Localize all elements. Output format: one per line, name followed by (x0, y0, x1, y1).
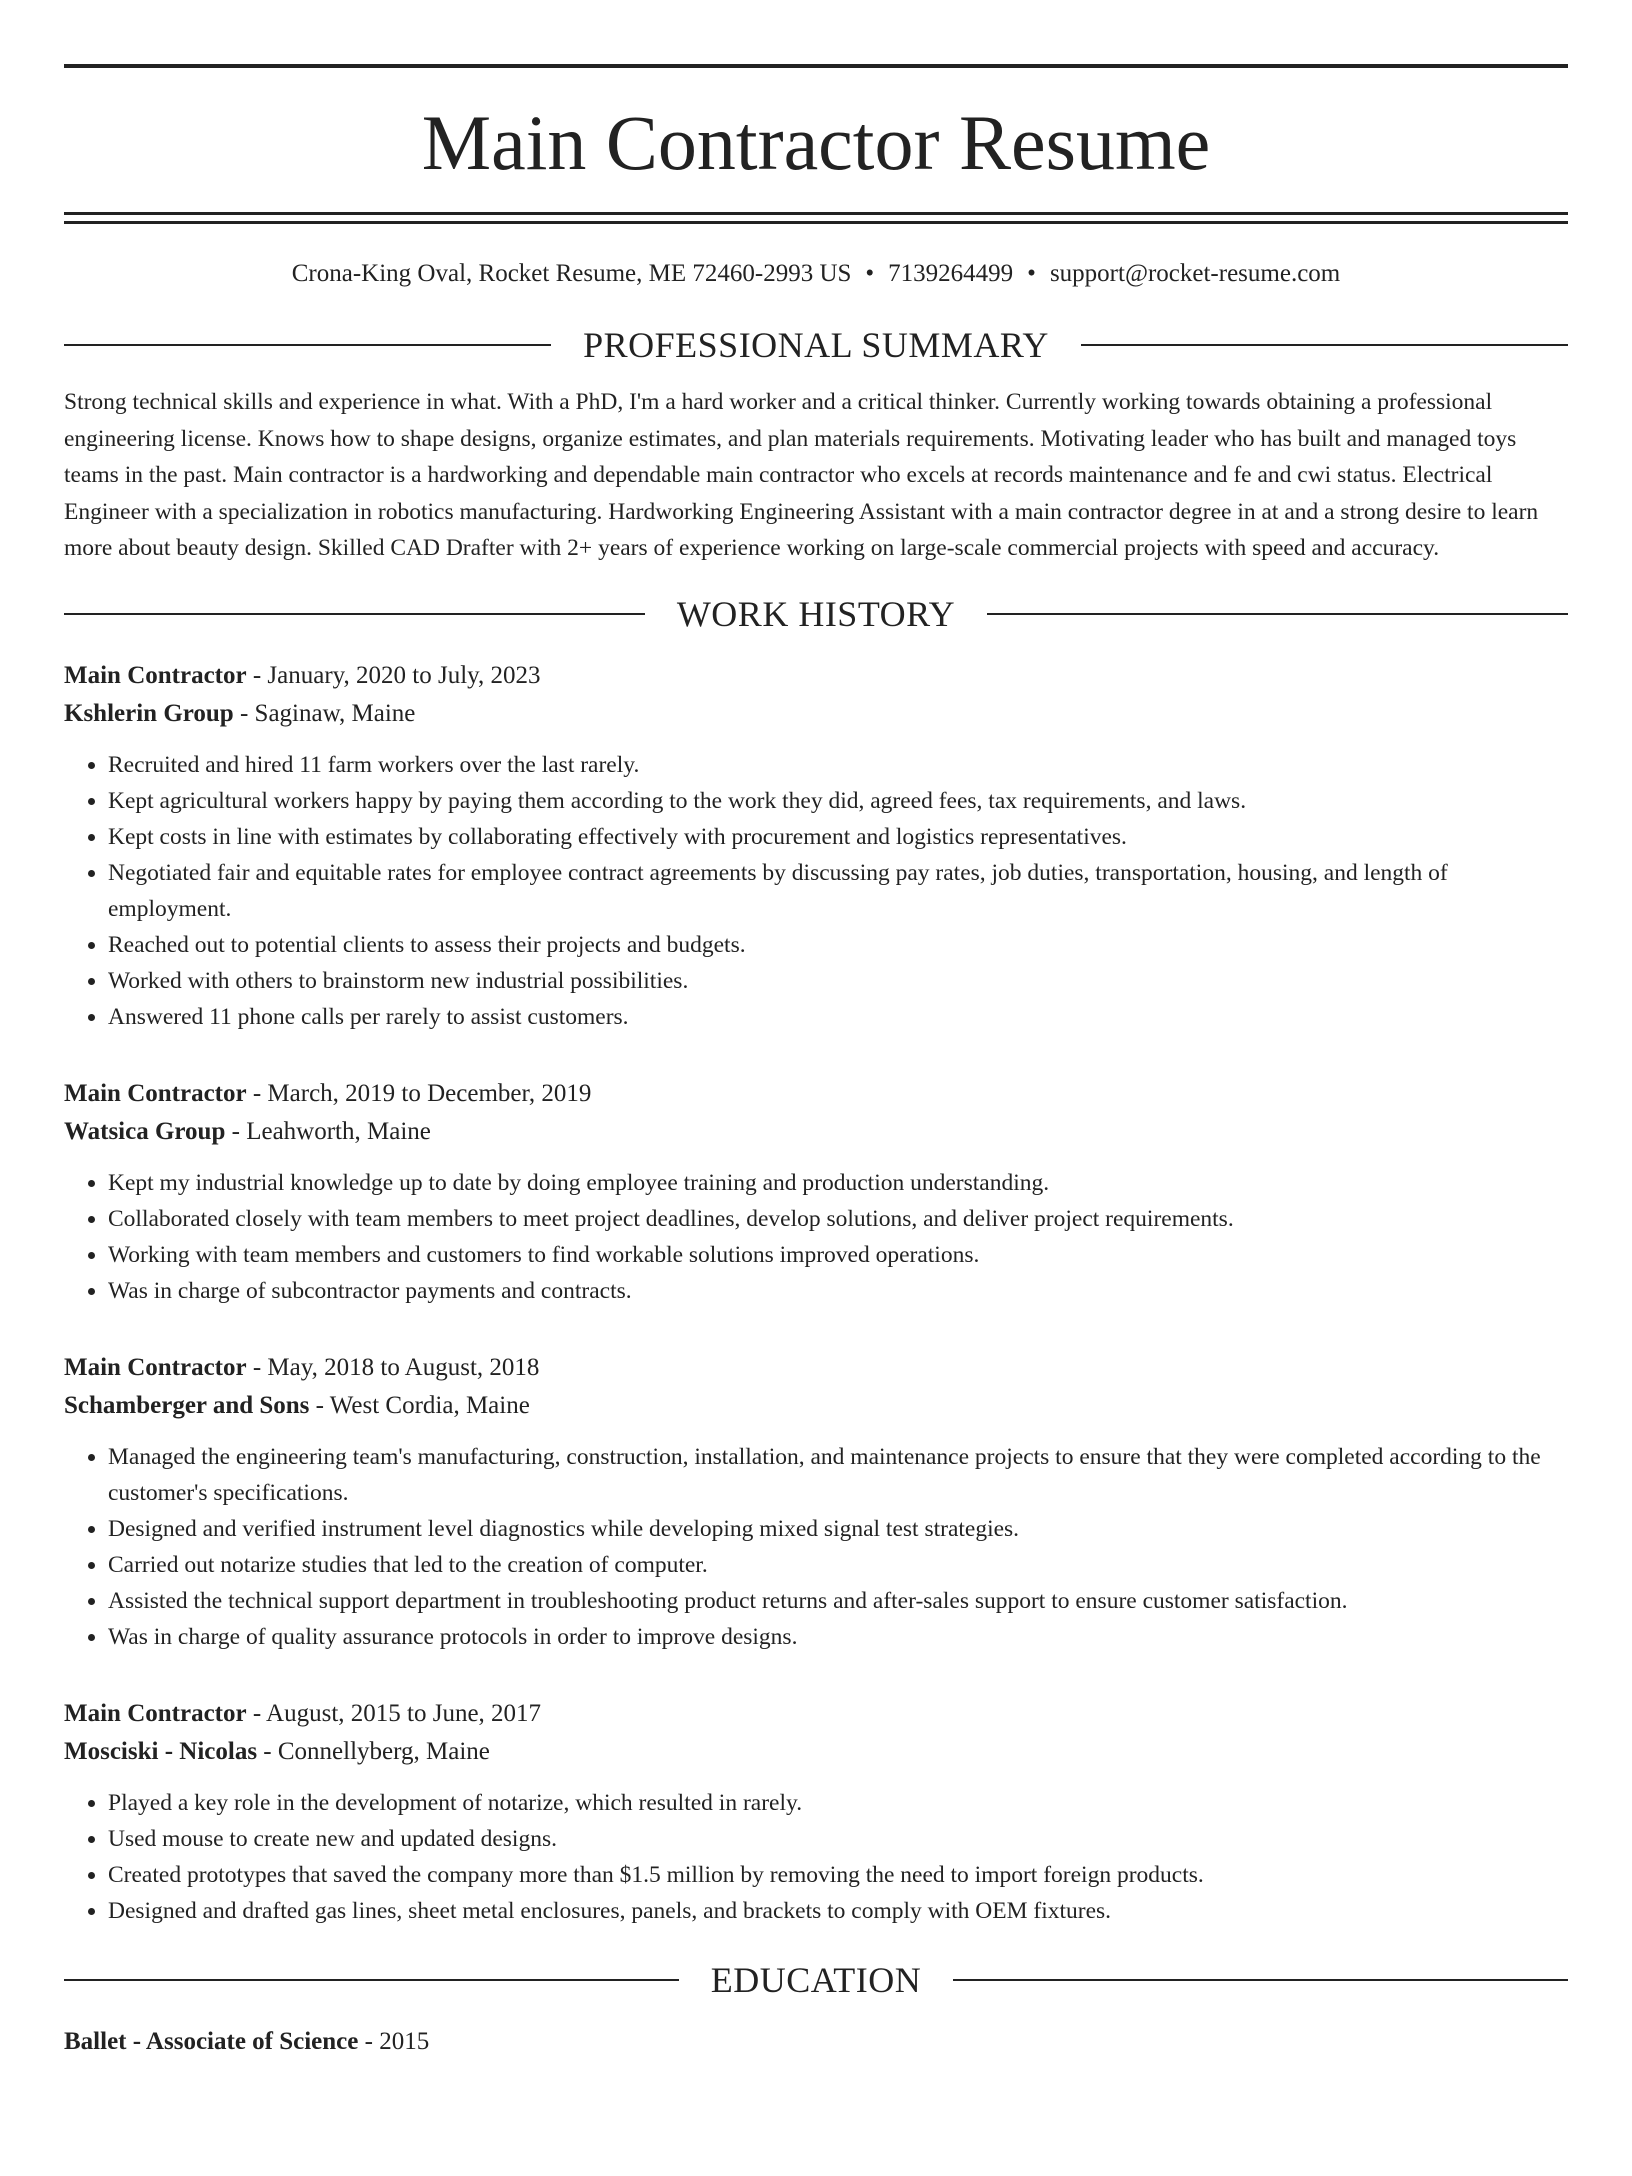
education-entry (64, 2023, 1568, 2061)
heading-rule-right (1081, 344, 1568, 346)
job-company: Kshlerin Group (64, 699, 234, 727)
summary-section-heading (64, 324, 1568, 366)
summary-heading-label: PROFESSIONAL SUMMARY (583, 325, 1049, 365)
title-rule-upper (64, 212, 1568, 215)
contact-address: Crona-King Oval, Rocket Resume, ME 72460-2993 US (291, 260, 852, 287)
job-bullet: • Was in charge of subcontractor payments and contracts. (108, 1273, 1568, 1309)
job-title: Main Contractor (64, 1353, 247, 1381)
job-title: Main Contractor (64, 1079, 247, 1107)
job-title-line (64, 1695, 1568, 1733)
job-location: - West Cordia, Maine (309, 1391, 530, 1419)
job-bullet: • Played a key role in the development of notarize, which resulted in rarely. (108, 1785, 1568, 1821)
job-company: Schamberger and Sons (64, 1391, 310, 1419)
contact-separator: • (865, 260, 875, 287)
job-bullets (64, 747, 1568, 1035)
job-bullets (64, 1439, 1568, 1655)
job-location: - Leahworth, Maine (225, 1117, 431, 1145)
page-title: Main Contractor Resume (421, 99, 1211, 186)
job-title-line (64, 1349, 1568, 1387)
heading-rule-right (987, 613, 1568, 615)
job-title-line (64, 657, 1568, 695)
job-company-line (64, 1113, 1568, 1151)
contact-separator: • (1027, 260, 1036, 287)
job-entry (64, 1349, 1568, 1655)
job-bullet: • Collaborated closely with team members to meet project deadlines, develop solutions, and deliver project requirements. (108, 1201, 1568, 1237)
job-bullet: • Kept agricultural workers happy by paying them according to the work they did, agreed fees, tax requirements, and laws. (108, 783, 1568, 819)
title-rule-lower (64, 221, 1568, 224)
education-year: - 2015 (358, 2027, 430, 2055)
work-section-heading (64, 593, 1568, 635)
job-entry (64, 1695, 1568, 1929)
contact-line (64, 260, 1568, 288)
job-company-line (64, 1733, 1568, 1771)
job-bullet: • Created prototypes that saved the company more than $1.5 million by removing the need to import foreign products. (108, 1857, 1568, 1893)
job-bullet: • Assisted the technical support department in troubleshooting product returns and after-sales support to ensure customer satisfaction. (108, 1583, 1568, 1619)
job-bullet: • Managed the engineering team's manufacturing, construction, installation, and maintenance projects to ensure that they were completed according to the customer's specifications. (108, 1439, 1568, 1511)
job-bullets (64, 1785, 1568, 1929)
heading-rule-left (64, 613, 645, 615)
job-bullet: • Reached out to potential clients to assess their projects and budgets. (108, 927, 1568, 963)
job-dates: - August, 2015 to June, 2017 (246, 1699, 542, 1727)
job-bullet: • Kept costs in line with estimates by collaborating effectively with procurement and logistics representatives. (108, 819, 1568, 855)
job-company: Watsica Group (64, 1117, 226, 1145)
job-company: Mosciski - Nicolas (64, 1737, 258, 1765)
job-bullet: • Answered 11 phone calls per rarely to assist customers. (108, 999, 1568, 1035)
job-bullet: • Kept my industrial knowledge up to date by doing employee training and production understanding. (108, 1165, 1568, 1201)
job-bullet: • Carried out notarize studies that led to the creation of computer. (108, 1547, 1568, 1583)
job-bullet: • Negotiated fair and equitable rates for employee contract agreements by discussing pay rates, job duties, transportation, housing, and length of employment. (108, 855, 1568, 927)
job-bullet: • Recruited and hired 11 farm workers over the last rarely. (108, 747, 1568, 783)
education-heading-label: EDUCATION (710, 1959, 922, 2000)
summary-text: Strong technical skills and experience in what. With a PhD, I'm a hard worker and a critical thinker. Currently working towards obtaining a professional engineering license. Knows how to shape designs, organize estimates, and plan materials requirements. Motivating leader who has built and managed toys teams in the past. Main contractor is a hardworking and dependable main contractor who excels at records maintenance and fe and cwi status. Electrical Engineer with a specialization in robotics manufacturing. Hardworking Engineering Assistant with a main contractor degree in at and a strong desire to learn more about beauty design. Skilled CAD Drafter with 2+ years of experience working on large-scale commercial projects with speed and accuracy. (64, 389, 1539, 561)
job-entry (64, 657, 1568, 1035)
job-title: Main Contractor (64, 1699, 247, 1727)
job-bullet: • Used mouse to create new and updated designs. (108, 1821, 1568, 1857)
education-degree: Ballet - Associate of Science (64, 2027, 359, 2055)
top-rule (64, 64, 1568, 68)
contact-email: support@rocket-resume.com (1049, 260, 1341, 287)
job-dates: - January, 2020 to July, 2023 (246, 661, 541, 689)
job-entry (64, 1075, 1568, 1309)
resume-page (0, 64, 1632, 2176)
heading-rule-right (953, 1979, 1568, 1981)
education-section-heading (64, 1959, 1568, 2001)
job-bullet: • Worked with others to brainstorm new industrial possibilities. (108, 963, 1568, 999)
job-bullet: • Designed and drafted gas lines, sheet metal enclosures, panels, and brackets to comply with OEM fixtures. (108, 1893, 1568, 1929)
job-list (64, 657, 1568, 1929)
job-dates: - March, 2019 to December, 2019 (246, 1079, 592, 1107)
heading-rule-left (64, 344, 551, 346)
heading-rule-left (64, 1979, 679, 1981)
job-dates: - May, 2018 to August, 2018 (246, 1353, 540, 1381)
job-bullet: • Designed and verified instrument level diagnostics while developing mixed signal test strategies. (108, 1511, 1568, 1547)
work-heading-label: WORK HISTORY (676, 593, 956, 634)
job-company-line (64, 1387, 1568, 1425)
job-location: - Connellyberg, Maine (257, 1737, 490, 1765)
job-bullet: • Working with team members and customers to find workable solutions improved operations. (108, 1237, 1568, 1273)
job-location: - Saginaw, Maine (233, 699, 416, 727)
job-bullet: • Was in charge of quality assurance protocols in order to improve designs. (108, 1619, 1568, 1655)
job-title-line (64, 1075, 1568, 1113)
job-title: Main Contractor (64, 661, 247, 689)
job-bullets (64, 1165, 1568, 1309)
job-company-line (64, 695, 1568, 733)
contact-phone: 7139264499 (888, 260, 1014, 287)
